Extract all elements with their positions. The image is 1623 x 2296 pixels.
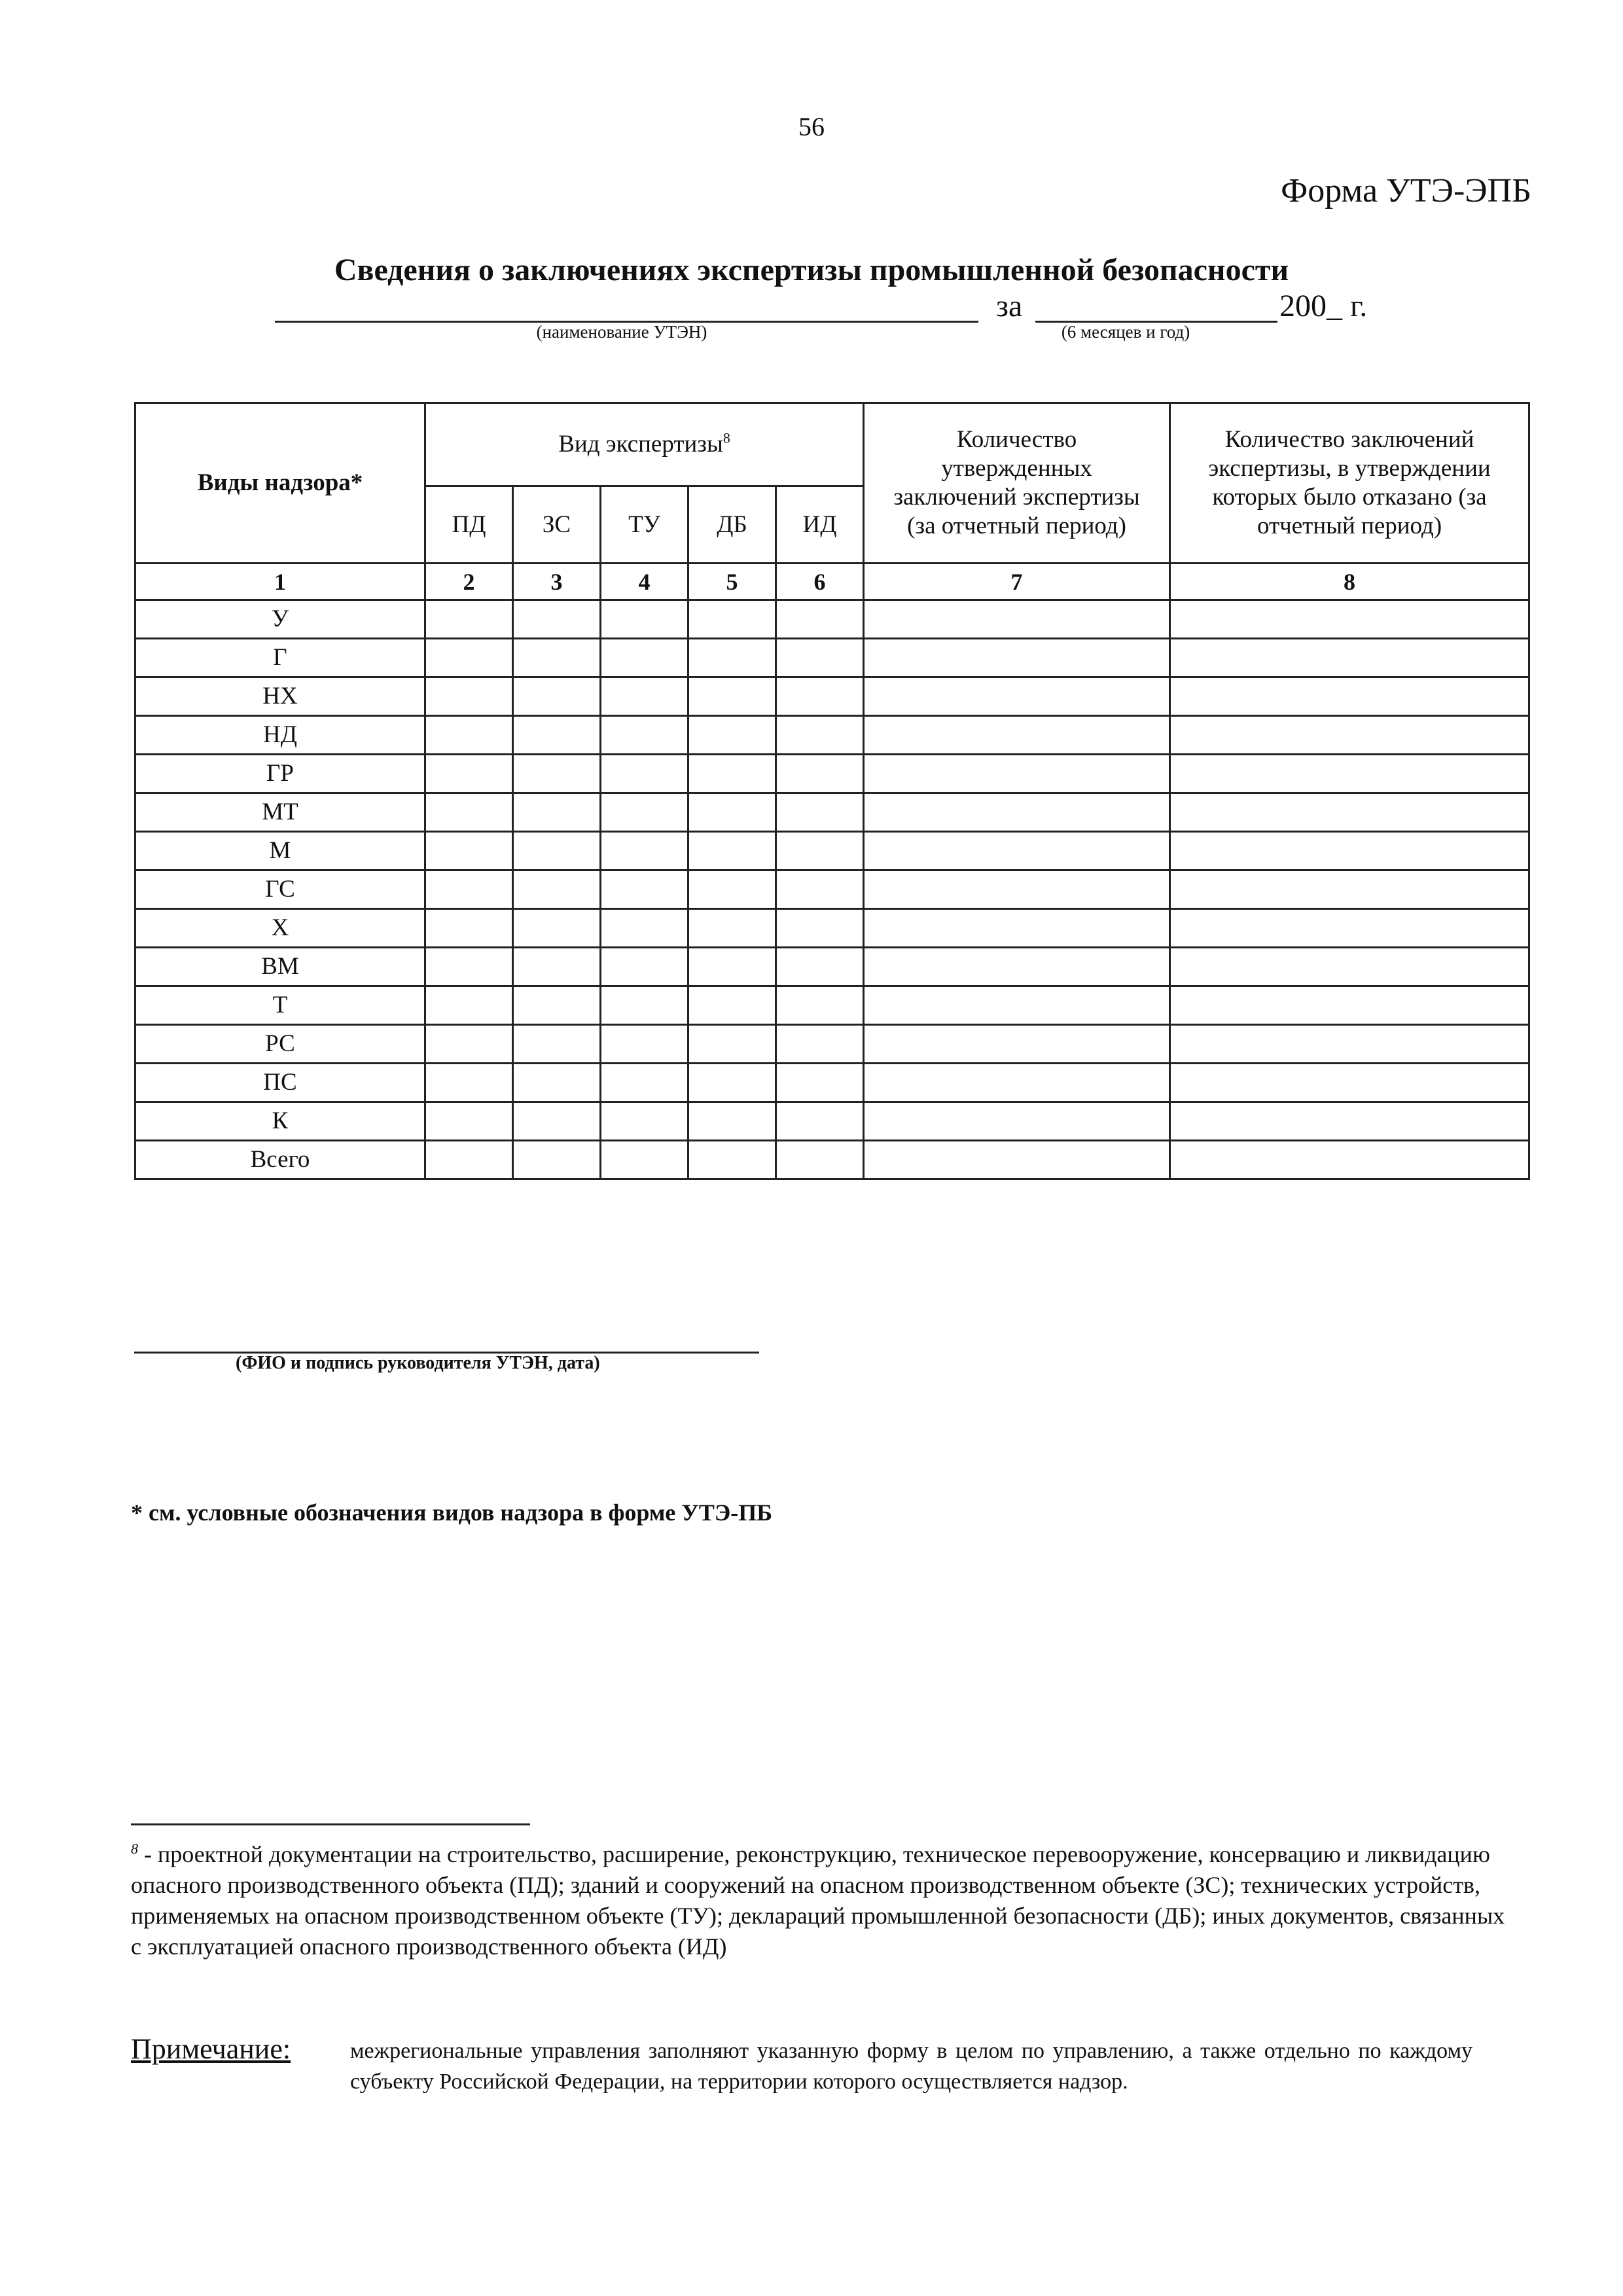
value-cell[interactable]	[864, 909, 1170, 948]
form-code: Форма УТЭ-ЭПБ	[1281, 172, 1531, 209]
supervision-type-cell: К	[135, 1102, 425, 1141]
header-supervision: Виды надзора*	[135, 403, 425, 564]
column-number: 6	[776, 564, 864, 600]
value-cell[interactable]	[601, 1141, 688, 1179]
table-row	[135, 600, 1529, 639]
supervision-type-cell: НД	[135, 716, 425, 755]
value-cell[interactable]	[776, 832, 864, 870]
value-cell[interactable]	[1170, 755, 1529, 793]
value-cell[interactable]	[1170, 1141, 1529, 1179]
value-cell[interactable]	[776, 1102, 864, 1141]
value-cell[interactable]	[425, 832, 513, 870]
table-row	[135, 948, 1529, 986]
table-row	[135, 1025, 1529, 1064]
value-cell[interactable]	[864, 1025, 1170, 1064]
value-cell[interactable]	[1170, 639, 1529, 677]
value-cell[interactable]	[601, 948, 688, 986]
value-cell[interactable]	[513, 1102, 601, 1141]
value-cell[interactable]	[688, 1141, 776, 1179]
value-cell[interactable]	[776, 870, 864, 909]
value-cell[interactable]	[601, 677, 688, 716]
table-row	[135, 986, 1529, 1025]
table-row	[135, 793, 1529, 832]
value-cell[interactable]	[688, 677, 776, 716]
value-cell[interactable]	[425, 639, 513, 677]
value-cell[interactable]	[1170, 793, 1529, 832]
value-cell[interactable]	[1170, 870, 1529, 909]
value-cell[interactable]	[688, 948, 776, 986]
value-cell[interactable]	[864, 1102, 1170, 1141]
header-tu: ТУ	[601, 486, 688, 564]
value-cell[interactable]	[688, 600, 776, 639]
value-cell[interactable]	[1170, 677, 1529, 716]
value-cell[interactable]	[1170, 1102, 1529, 1141]
value-cell[interactable]	[513, 832, 601, 870]
column-numbers-row	[135, 564, 1529, 600]
value-cell[interactable]	[425, 909, 513, 948]
supervision-type-cell: Всего	[135, 1141, 425, 1179]
value-cell[interactable]	[513, 755, 601, 793]
table-row	[135, 870, 1529, 909]
value-cell[interactable]	[1170, 948, 1529, 986]
supervision-type-cell: МТ	[135, 793, 425, 832]
value-cell[interactable]	[776, 716, 864, 755]
value-cell[interactable]	[776, 909, 864, 948]
supervision-type-cell: НХ	[135, 677, 425, 716]
column-number: 8	[1170, 564, 1529, 600]
value-cell[interactable]	[601, 1064, 688, 1102]
value-cell[interactable]	[688, 1064, 776, 1102]
document-title: Сведения о заключениях экспертизы промышленной безопасности	[334, 253, 1289, 287]
value-cell[interactable]	[776, 1025, 864, 1064]
supervision-type-cell: Т	[135, 986, 425, 1025]
value-cell[interactable]	[513, 600, 601, 639]
value-cell[interactable]	[776, 793, 864, 832]
note-text: межрегиональные управления заполняют указанную форму в целом по управлению, а также отдельно по каждому субъекту Российской Федерации, на территории которого осуществляется надзор.	[350, 2039, 1472, 2094]
value-cell[interactable]	[601, 909, 688, 948]
value-cell[interactable]	[864, 755, 1170, 793]
value-cell[interactable]	[776, 600, 864, 639]
value-cell[interactable]	[601, 1102, 688, 1141]
value-cell[interactable]	[425, 986, 513, 1025]
header-zs: ЗС	[513, 486, 601, 564]
supervision-type-cell: РС	[135, 1025, 425, 1064]
footnote-ref: 8	[722, 429, 730, 446]
year-label: 200_ г.	[1279, 289, 1368, 323]
expertise-table	[134, 402, 1530, 1180]
value-cell[interactable]	[425, 1141, 513, 1179]
table-row	[135, 909, 1529, 948]
header-refused-count: Количество заключений экспертизы, в утверждении которых было отказано (за отчетный период)	[1170, 403, 1529, 564]
value-cell[interactable]	[513, 986, 601, 1025]
value-cell[interactable]	[513, 1025, 601, 1064]
value-cell[interactable]	[1170, 600, 1529, 639]
column-number: 3	[513, 564, 601, 600]
value-cell[interactable]	[601, 716, 688, 755]
value-cell[interactable]	[1170, 909, 1529, 948]
value-cell[interactable]	[688, 986, 776, 1025]
value-cell[interactable]	[425, 600, 513, 639]
column-number: 1	[135, 564, 425, 600]
value-cell[interactable]	[776, 755, 864, 793]
za-label: за	[996, 289, 1023, 323]
value-cell[interactable]	[688, 755, 776, 793]
value-cell[interactable]	[513, 870, 601, 909]
value-cell[interactable]	[688, 716, 776, 755]
value-cell[interactable]	[864, 793, 1170, 832]
value-cell[interactable]	[513, 793, 601, 832]
value-cell[interactable]	[601, 870, 688, 909]
column-number: 7	[864, 564, 1170, 600]
table-row	[135, 755, 1529, 793]
header-id: ИД	[776, 486, 864, 564]
column-number: 5	[688, 564, 776, 600]
footnote-mark: 8	[131, 1840, 138, 1857]
header-pd: ПД	[425, 486, 513, 564]
value-cell[interactable]	[776, 1064, 864, 1102]
header-db: ДБ	[688, 486, 776, 564]
value-cell[interactable]	[513, 948, 601, 986]
value-cell[interactable]	[776, 677, 864, 716]
value-cell[interactable]	[688, 1102, 776, 1141]
value-cell[interactable]	[864, 832, 1170, 870]
column-number: 4	[601, 564, 688, 600]
value-cell[interactable]	[513, 677, 601, 716]
supervision-type-cell: ГС	[135, 870, 425, 909]
supervision-type-cell: ВМ	[135, 948, 425, 986]
supervision-type-cell: ГР	[135, 755, 425, 793]
supervision-type-cell: Г	[135, 639, 425, 677]
value-cell[interactable]	[425, 948, 513, 986]
value-cell[interactable]	[688, 909, 776, 948]
supervision-type-cell: Х	[135, 909, 425, 948]
supervision-type-cell: М	[135, 832, 425, 870]
value-cell[interactable]	[688, 639, 776, 677]
value-cell[interactable]	[601, 1025, 688, 1064]
value-cell[interactable]	[776, 986, 864, 1025]
value-cell[interactable]	[601, 832, 688, 870]
table-row	[135, 639, 1529, 677]
value-cell[interactable]	[776, 639, 864, 677]
signature-caption: (ФИО и подпись руководителя УТЭН, дата)	[236, 1353, 600, 1373]
value-cell[interactable]	[425, 793, 513, 832]
value-cell[interactable]	[601, 600, 688, 639]
value-cell[interactable]	[513, 1064, 601, 1102]
value-cell[interactable]	[688, 1025, 776, 1064]
organization-name-caption: (наименование УТЭН)	[536, 322, 707, 342]
period-caption: (6 месяцев и год)	[1061, 322, 1190, 342]
value-cell[interactable]	[601, 755, 688, 793]
value-cell[interactable]	[864, 639, 1170, 677]
value-cell[interactable]	[425, 870, 513, 909]
value-cell[interactable]	[776, 948, 864, 986]
table-row	[135, 1102, 1529, 1141]
value-cell[interactable]	[513, 639, 601, 677]
table-row	[135, 1064, 1529, 1102]
value-cell[interactable]	[864, 948, 1170, 986]
value-cell[interactable]	[864, 986, 1170, 1025]
value-cell[interactable]	[864, 1064, 1170, 1102]
value-cell[interactable]	[1170, 986, 1529, 1025]
header-expertise-type: Вид экспертизы$^8$	[425, 403, 864, 486]
column-number: 2	[425, 564, 513, 600]
value-cell[interactable]	[601, 986, 688, 1025]
value-cell[interactable]	[601, 793, 688, 832]
table-row	[135, 832, 1529, 870]
value-cell[interactable]	[601, 639, 688, 677]
value-cell[interactable]	[513, 716, 601, 755]
value-cell[interactable]	[688, 793, 776, 832]
value-cell[interactable]	[425, 716, 513, 755]
value-cell[interactable]	[425, 755, 513, 793]
value-cell[interactable]	[1170, 1064, 1529, 1102]
value-cell[interactable]	[688, 832, 776, 870]
value-cell[interactable]	[776, 1141, 864, 1179]
value-cell[interactable]	[513, 909, 601, 948]
value-cell[interactable]	[513, 1141, 601, 1179]
footnote-text: $^8$ - проектной документации на строительство, расширение, реконструкцию, техническое перевооружение, консервацию и ликвидацию опасного производственного объекта (ПД); зданий и сооружений на опасном производственном объекте (ЗС); технических устройств, применяемых на опасном производственном объекте (ТУ); деклараций промышленной безопасности (ДБ); иных документов, связанных с эксплуатацией опасного производственного объекта (ИД)	[131, 1840, 1505, 1960]
value-cell[interactable]	[1170, 1025, 1529, 1064]
supervision-type-cell: ПС	[135, 1064, 425, 1102]
value-cell[interactable]	[864, 716, 1170, 755]
value-cell[interactable]	[864, 870, 1170, 909]
header-approved-count: Количество утвержденных заключений экспертизы (за отчетный период)	[864, 403, 1170, 564]
value-cell[interactable]	[425, 1102, 513, 1141]
table-row	[135, 677, 1529, 716]
note-label: Примечание:	[131, 2033, 291, 2065]
value-cell[interactable]	[688, 870, 776, 909]
table-row	[135, 1141, 1529, 1179]
value-cell[interactable]	[425, 1064, 513, 1102]
supervision-legend-note: * см. условные обозначения видов надзора в форме УТЭ-ПБ	[131, 1499, 773, 1526]
supervision-type-cell: У	[135, 600, 425, 639]
page-number: 56	[798, 112, 825, 141]
value-cell[interactable]	[425, 1025, 513, 1064]
value-cell[interactable]	[864, 1141, 1170, 1179]
value-cell[interactable]	[864, 600, 1170, 639]
value-cell[interactable]	[864, 677, 1170, 716]
value-cell[interactable]	[1170, 832, 1529, 870]
value-cell[interactable]	[1170, 716, 1529, 755]
footnote-separator	[131, 1823, 530, 1825]
value-cell[interactable]	[425, 677, 513, 716]
table-row	[135, 716, 1529, 755]
